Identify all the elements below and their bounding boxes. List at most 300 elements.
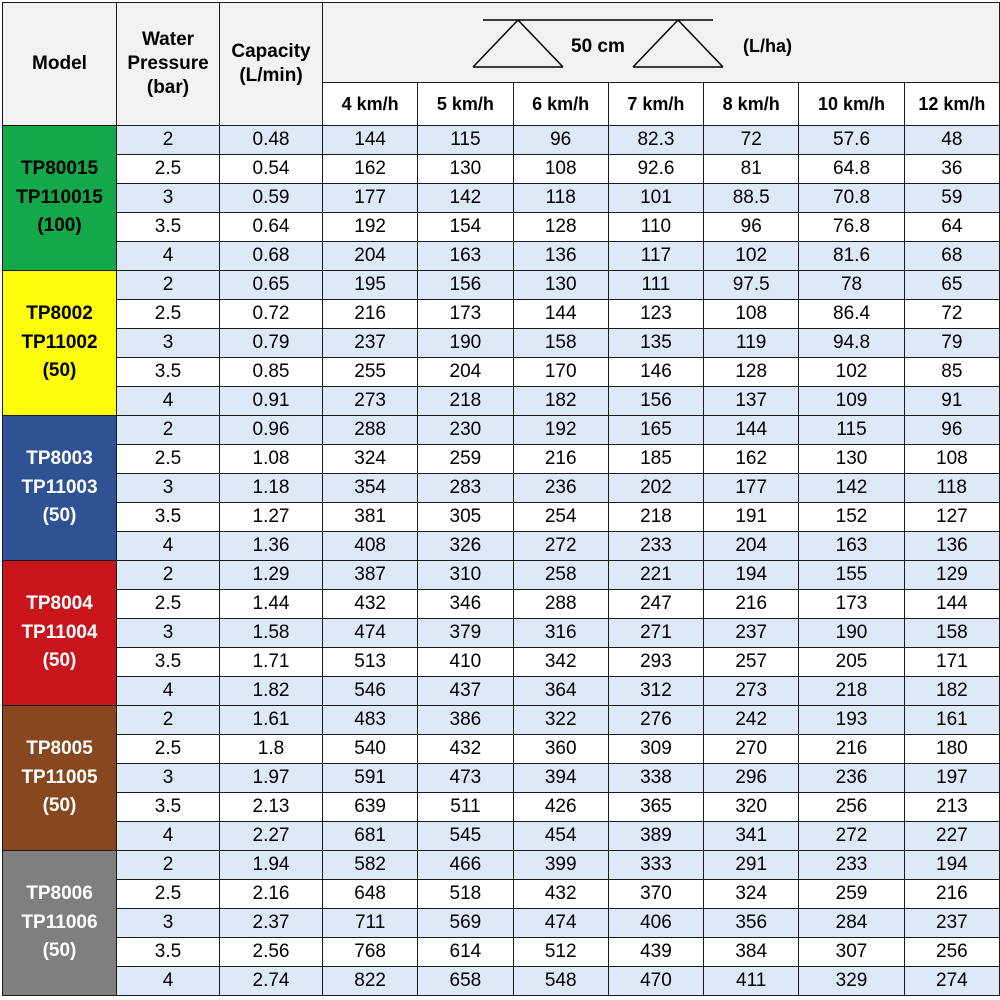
table-row: [3, 880, 1000, 909]
rate-cell: 218: [418, 387, 513, 416]
rate-cell: 591: [323, 764, 418, 793]
rate-cell: 256: [904, 938, 999, 967]
nozzle-application-rate-table: [2, 2, 1000, 996]
capacity-cell: 0.96: [220, 416, 323, 445]
pressure-cell: 3: [117, 909, 220, 938]
header-pressure-line-3: (bar): [146, 76, 190, 98]
rate-cell: 195: [323, 271, 418, 300]
rate-cell: 237: [704, 619, 799, 648]
header-speed: 10 km/h: [799, 83, 904, 126]
application-rate-unit: (L/ha): [743, 36, 792, 56]
capacity-cell: 1.44: [220, 590, 323, 619]
capacity-cell: 0.48: [220, 126, 323, 155]
rate-cell: 546: [323, 677, 418, 706]
capacity-cell: 2.74: [220, 967, 323, 996]
rate-cell: 57.6: [799, 126, 904, 155]
rate-cell: 190: [418, 329, 513, 358]
table-row: [3, 300, 1000, 329]
rate-cell: 320: [704, 793, 799, 822]
rate-cell: 312: [608, 677, 703, 706]
rate-cell: 273: [323, 387, 418, 416]
table-row: [3, 561, 1000, 590]
model-cell: [3, 851, 117, 996]
rate-cell: 310: [418, 561, 513, 590]
header-pressure-line-1: Water: [141, 29, 195, 51]
rate-cell: 108: [904, 445, 999, 474]
rate-cell: 144: [704, 416, 799, 445]
pressure-cell: 2.5: [117, 590, 220, 619]
rate-cell: 548: [513, 967, 608, 996]
model-name-line: (100): [37, 215, 82, 237]
capacity-cell: 2.27: [220, 822, 323, 851]
rate-cell: 338: [608, 764, 703, 793]
pressure-cell: 2: [117, 851, 220, 880]
header-capacity-line-2: (L/min): [239, 65, 303, 86]
rate-cell: 316: [513, 619, 608, 648]
capacity-cell: 0.79: [220, 329, 323, 358]
capacity-cell: 2.16: [220, 880, 323, 909]
rate-cell: 154: [418, 213, 513, 242]
rate-cell: 182: [513, 387, 608, 416]
rate-cell: 48: [904, 126, 999, 155]
pressure-cell: 3: [117, 474, 220, 503]
nozzle-spacing-diagram: [323, 3, 999, 82]
model-name-line: (50): [42, 940, 77, 962]
rate-cell: 192: [323, 213, 418, 242]
rate-cell: 216: [799, 735, 904, 764]
rate-cell: 82.3: [608, 126, 703, 155]
rate-cell: 370: [608, 880, 703, 909]
rate-cell: 36: [904, 155, 999, 184]
rate-cell: 288: [323, 416, 418, 445]
pressure-cell: 2.5: [117, 735, 220, 764]
rate-cell: 193: [799, 706, 904, 735]
rate-cell: 128: [704, 358, 799, 387]
header-capacity-line-1: Capacity: [231, 41, 311, 63]
rate-cell: 439: [608, 938, 703, 967]
rate-cell: 130: [513, 271, 608, 300]
rate-cell: 324: [704, 880, 799, 909]
rate-cell: 118: [904, 474, 999, 503]
pressure-cell: 2.5: [117, 155, 220, 184]
rate-cell: 408: [323, 532, 418, 561]
rate-cell: 146: [608, 358, 703, 387]
pressure-cell: 2: [117, 561, 220, 590]
rate-cell: 470: [608, 967, 703, 996]
table-row: [3, 271, 1000, 300]
rate-cell: 115: [799, 416, 904, 445]
pressure-cell: 2.5: [117, 445, 220, 474]
pressure-cell: 4: [117, 967, 220, 996]
rate-cell: 119: [704, 329, 799, 358]
rate-cell: 163: [799, 532, 904, 561]
model-name-line: TP8004: [26, 593, 93, 615]
table-row: [3, 648, 1000, 677]
rate-cell: 177: [704, 474, 799, 503]
rate-cell: 648: [323, 880, 418, 909]
capacity-cell: 1.29: [220, 561, 323, 590]
table-row: [3, 677, 1000, 706]
rate-cell: 513: [323, 648, 418, 677]
rate-cell: 432: [513, 880, 608, 909]
rate-cell: 118: [513, 184, 608, 213]
rate-cell: 102: [704, 242, 799, 271]
table-row: [3, 387, 1000, 416]
rate-cell: 273: [704, 677, 799, 706]
pressure-cell: 3.5: [117, 358, 220, 387]
model-cell: [3, 706, 117, 851]
rate-cell: 341: [704, 822, 799, 851]
rate-cell: 110: [608, 213, 703, 242]
rate-cell: 333: [608, 851, 703, 880]
rate-cell: 163: [418, 242, 513, 271]
rate-cell: 410: [418, 648, 513, 677]
table-row: [3, 213, 1000, 242]
pressure-cell: 2: [117, 271, 220, 300]
header-speed: 6 km/h: [513, 83, 608, 126]
rate-cell: 144: [513, 300, 608, 329]
rate-cell: 81.6: [799, 242, 904, 271]
rate-cell: 384: [704, 938, 799, 967]
rate-cell: 137: [704, 387, 799, 416]
pressure-cell: 2: [117, 416, 220, 445]
rate-cell: 64: [904, 213, 999, 242]
model-cell: [3, 416, 117, 561]
model-name-line: TP11005: [21, 766, 98, 788]
rate-cell: 545: [418, 822, 513, 851]
rate-cell: 236: [799, 764, 904, 793]
rate-cell: 142: [418, 184, 513, 213]
model-name-line: TP11003: [21, 476, 98, 498]
rate-cell: 381: [323, 503, 418, 532]
rate-cell: 94.8: [799, 329, 904, 358]
table-row: [3, 793, 1000, 822]
capacity-cell: 1.08: [220, 445, 323, 474]
rate-cell: 322: [513, 706, 608, 735]
rate-cell: 437: [418, 677, 513, 706]
rate-cell: 161: [904, 706, 999, 735]
pressure-cell: 3: [117, 329, 220, 358]
rate-cell: 324: [323, 445, 418, 474]
header-speed: 8 km/h: [704, 83, 799, 126]
rate-cell: 197: [904, 764, 999, 793]
model-name-line: TP110015: [16, 186, 103, 208]
capacity-cell: 1.18: [220, 474, 323, 503]
pressure-cell: 3.5: [117, 648, 220, 677]
capacity-cell: 0.72: [220, 300, 323, 329]
pressure-cell: 2: [117, 126, 220, 155]
rate-cell: 822: [323, 967, 418, 996]
rate-cell: 582: [323, 851, 418, 880]
table-row: [3, 735, 1000, 764]
model-name-line: TP8006: [26, 883, 93, 905]
rate-cell: 293: [608, 648, 703, 677]
rate-cell: 276: [608, 706, 703, 735]
rate-cell: 768: [323, 938, 418, 967]
rate-cell: 127: [904, 503, 999, 532]
table-row: [3, 242, 1000, 271]
pressure-cell: 3.5: [117, 503, 220, 532]
rate-cell: 204: [704, 532, 799, 561]
rate-cell: 256: [799, 793, 904, 822]
capacity-cell: 1.58: [220, 619, 323, 648]
rate-cell: 136: [513, 242, 608, 271]
rate-cell: 65: [904, 271, 999, 300]
pressure-cell: 3.5: [117, 793, 220, 822]
table-row: [3, 909, 1000, 938]
table-row: [3, 619, 1000, 648]
rate-cell: 259: [799, 880, 904, 909]
rate-cell: 326: [418, 532, 513, 561]
model-name-line: (50): [42, 795, 77, 817]
table-row: [3, 967, 1000, 996]
rate-cell: 365: [608, 793, 703, 822]
capacity-cell: 0.65: [220, 271, 323, 300]
rate-cell: 109: [799, 387, 904, 416]
rate-cell: 432: [418, 735, 513, 764]
table-row: [3, 416, 1000, 445]
pressure-cell: 4: [117, 387, 220, 416]
header-speed: 5 km/h: [418, 83, 513, 126]
rate-cell: 194: [704, 561, 799, 590]
capacity-cell: 1.94: [220, 851, 323, 880]
capacity-cell: 0.64: [220, 213, 323, 242]
rate-cell: 102: [799, 358, 904, 387]
pressure-cell: 4: [117, 677, 220, 706]
rate-cell: 233: [799, 851, 904, 880]
table-row: [3, 126, 1000, 155]
rate-cell: 274: [904, 967, 999, 996]
rate-cell: 711: [323, 909, 418, 938]
rate-cell: 658: [418, 967, 513, 996]
rate-cell: 91: [904, 387, 999, 416]
rate-cell: 288: [513, 590, 608, 619]
rate-cell: 204: [418, 358, 513, 387]
rate-cell: 389: [608, 822, 703, 851]
rate-cell: 272: [513, 532, 608, 561]
rate-cell: 152: [799, 503, 904, 532]
rate-cell: 681: [323, 822, 418, 851]
capacity-cell: 0.85: [220, 358, 323, 387]
rate-cell: 162: [323, 155, 418, 184]
pressure-cell: 4: [117, 242, 220, 271]
pressure-cell: 4: [117, 532, 220, 561]
model-cell: [3, 126, 117, 271]
rate-cell: 142: [799, 474, 904, 503]
header-speed: 12 km/h: [904, 83, 999, 126]
pressure-cell: 3.5: [117, 938, 220, 967]
rate-cell: 346: [418, 590, 513, 619]
table-row: [3, 764, 1000, 793]
rate-cell: 173: [799, 590, 904, 619]
rate-cell: 190: [799, 619, 904, 648]
rate-cell: 258: [513, 561, 608, 590]
spray-nozzle-table-container: [2, 2, 1000, 996]
rate-cell: 216: [904, 880, 999, 909]
rate-cell: 108: [704, 300, 799, 329]
pressure-cell: 4: [117, 822, 220, 851]
rate-cell: 64.8: [799, 155, 904, 184]
header-speed: 7 km/h: [608, 83, 703, 126]
rate-cell: 639: [323, 793, 418, 822]
table-row: [3, 822, 1000, 851]
rate-cell: 474: [513, 909, 608, 938]
table-body: [3, 126, 1000, 996]
rate-cell: 614: [418, 938, 513, 967]
rate-cell: 79: [904, 329, 999, 358]
rate-cell: 247: [608, 590, 703, 619]
model-name-line: TP8002: [26, 303, 93, 325]
rate-cell: 360: [513, 735, 608, 764]
model-name-line: TP11002: [21, 331, 98, 353]
rate-cell: 216: [513, 445, 608, 474]
rate-cell: 216: [323, 300, 418, 329]
rate-cell: 364: [513, 677, 608, 706]
rate-cell: 81: [704, 155, 799, 184]
rate-cell: 227: [904, 822, 999, 851]
model-cell: [3, 561, 117, 706]
rate-cell: 111: [608, 271, 703, 300]
capacity-cell: 0.91: [220, 387, 323, 416]
capacity-cell: 0.54: [220, 155, 323, 184]
pressure-cell: 3: [117, 184, 220, 213]
rate-cell: 192: [513, 416, 608, 445]
rate-cell: 170: [513, 358, 608, 387]
rate-cell: 144: [323, 126, 418, 155]
rate-cell: 72: [704, 126, 799, 155]
pressure-cell: 2.5: [117, 880, 220, 909]
rate-cell: 182: [904, 677, 999, 706]
header-nozzle-spacing: [323, 3, 1000, 83]
rate-cell: 473: [418, 764, 513, 793]
rate-cell: 88.5: [704, 184, 799, 213]
rate-cell: 387: [323, 561, 418, 590]
header-pressure-line-2: Pressure: [127, 53, 209, 75]
table-row: [3, 938, 1000, 967]
rate-cell: 205: [799, 648, 904, 677]
rate-cell: 128: [513, 213, 608, 242]
rate-cell: 386: [418, 706, 513, 735]
rate-cell: 202: [608, 474, 703, 503]
rate-cell: 96: [904, 416, 999, 445]
capacity-cell: 2.37: [220, 909, 323, 938]
rate-cell: 399: [513, 851, 608, 880]
rate-cell: 406: [608, 909, 703, 938]
model-name-line: (50): [42, 360, 77, 382]
table-row: [3, 706, 1000, 735]
rate-cell: 78: [799, 271, 904, 300]
rate-cell: 171: [904, 648, 999, 677]
table-row: [3, 445, 1000, 474]
rate-cell: 483: [323, 706, 418, 735]
rate-cell: 92.6: [608, 155, 703, 184]
rate-cell: 96: [704, 213, 799, 242]
header-capacity: [220, 3, 323, 126]
rate-cell: 76.8: [799, 213, 904, 242]
rate-cell: 144: [904, 590, 999, 619]
rate-cell: 191: [704, 503, 799, 532]
rate-cell: 283: [418, 474, 513, 503]
rate-cell: 185: [608, 445, 703, 474]
rate-cell: 242: [704, 706, 799, 735]
table-row: [3, 590, 1000, 619]
rate-cell: 236: [513, 474, 608, 503]
rate-cell: 96: [513, 126, 608, 155]
capacity-cell: 1.82: [220, 677, 323, 706]
rate-cell: 173: [418, 300, 513, 329]
model-name-line: TP11006: [21, 911, 98, 933]
rate-cell: 569: [418, 909, 513, 938]
rate-cell: 216: [704, 590, 799, 619]
rate-cell: 115: [418, 126, 513, 155]
rate-cell: 135: [608, 329, 703, 358]
rate-cell: 307: [799, 938, 904, 967]
capacity-cell: 2.56: [220, 938, 323, 967]
rate-cell: 123: [608, 300, 703, 329]
rate-cell: 130: [799, 445, 904, 474]
model-name-line: TP8003: [26, 448, 93, 470]
rate-cell: 101: [608, 184, 703, 213]
rate-cell: 394: [513, 764, 608, 793]
header-model: Model: [3, 3, 117, 126]
rate-cell: 342: [513, 648, 608, 677]
pressure-cell: 2: [117, 706, 220, 735]
rate-cell: 136: [904, 532, 999, 561]
table-row: [3, 155, 1000, 184]
model-name-line: (50): [42, 650, 77, 672]
rate-cell: 218: [799, 677, 904, 706]
table-row: [3, 474, 1000, 503]
table-row: [3, 503, 1000, 532]
rate-cell: 194: [904, 851, 999, 880]
capacity-cell: 1.97: [220, 764, 323, 793]
rate-cell: 454: [513, 822, 608, 851]
rate-cell: 291: [704, 851, 799, 880]
model-name-line: TP80015: [20, 158, 99, 180]
table-row: [3, 358, 1000, 387]
table-row: [3, 329, 1000, 358]
rate-cell: 221: [608, 561, 703, 590]
rate-cell: 213: [904, 793, 999, 822]
header-speed: 4 km/h: [323, 83, 418, 126]
pressure-cell: 3: [117, 764, 220, 793]
capacity-cell: 1.27: [220, 503, 323, 532]
rate-cell: 237: [904, 909, 999, 938]
rate-cell: 85: [904, 358, 999, 387]
capacity-cell: 2.13: [220, 793, 323, 822]
model-name-line: TP8005: [26, 738, 93, 760]
rate-cell: 309: [608, 735, 703, 764]
rate-cell: 68: [904, 242, 999, 271]
rate-cell: 180: [904, 735, 999, 764]
capacity-cell: 1.36: [220, 532, 323, 561]
rate-cell: 165: [608, 416, 703, 445]
nozzle-spray-pattern-icon: [323, 3, 999, 82]
rate-cell: 177: [323, 184, 418, 213]
capacity-cell: 0.68: [220, 242, 323, 271]
rate-cell: 259: [418, 445, 513, 474]
capacity-cell: 1.61: [220, 706, 323, 735]
rate-cell: 155: [799, 561, 904, 590]
rate-cell: 466: [418, 851, 513, 880]
rate-cell: 474: [323, 619, 418, 648]
rate-cell: 218: [608, 503, 703, 532]
rate-cell: 204: [323, 242, 418, 271]
rate-cell: 158: [904, 619, 999, 648]
rate-cell: 511: [418, 793, 513, 822]
rate-cell: 272: [799, 822, 904, 851]
rate-cell: 426: [513, 793, 608, 822]
